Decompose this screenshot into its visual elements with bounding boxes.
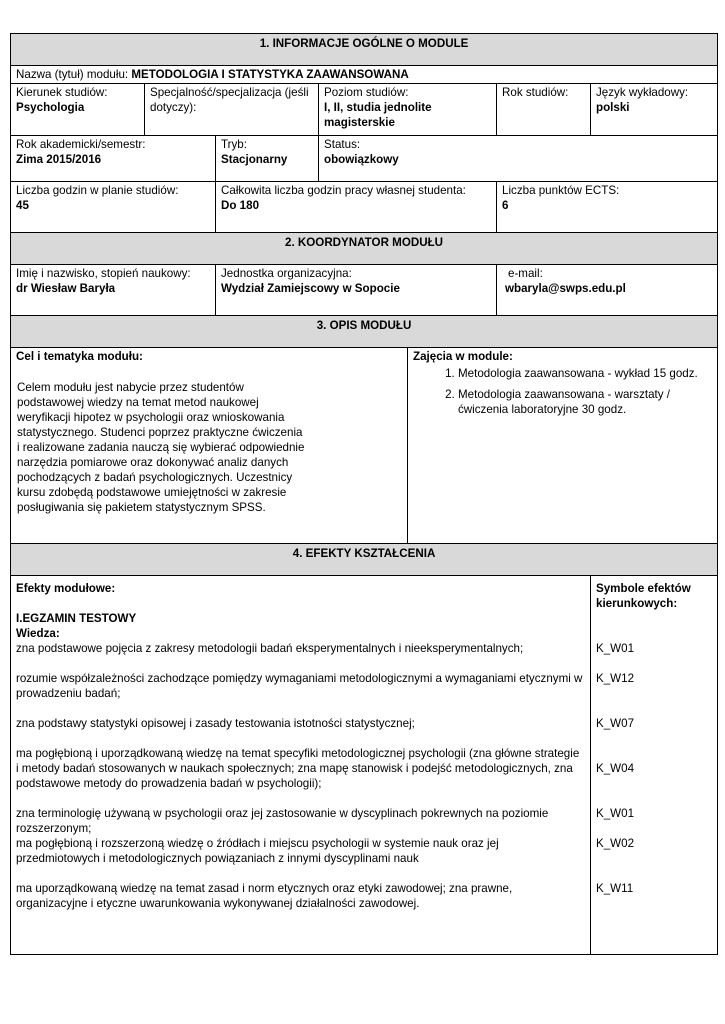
coordinator-cell	[11, 265, 216, 316]
knowledge-label: Wiedza:	[16, 627, 60, 640]
effect-item: ma pogłębioną i rozszerzoną wiedzę o źródłach i miejscu psychologii w systemie nauk oraz jej przedmiotowych i metodologicznych powiązaniach z innymi dyscyplinami nauk	[16, 837, 499, 865]
level-cell	[319, 84, 497, 136]
unit-value: Wydział Zamiejscowy w Sopocie	[221, 282, 400, 295]
symbols-label: Symbole efektów kierunkowych:	[596, 582, 691, 610]
hours-cell	[11, 182, 216, 233]
mode-label: Tryb:	[221, 138, 247, 151]
acad-value: Zima 2015/2016	[16, 153, 102, 166]
class-item: 1. Metodologia zaawansowana - wykład 15 godz.	[458, 366, 712, 381]
hours-label: Liczba godzin w planie studiów:	[16, 184, 179, 197]
symbol-code: K_W12	[596, 672, 635, 685]
acad-cell	[11, 136, 216, 182]
ects-label: Liczba punktów ECTS:	[502, 184, 620, 197]
self-hours-label: Całkowita liczba godzin pracy własnej studenta:	[221, 184, 466, 197]
symbol-code: K_W04	[596, 762, 635, 775]
effect-item: rozumie współzależności zachodzące pomiędzy wymaganiami metodologicznymi a wymaganiami etycznymi w prowadzeniu badań;	[16, 672, 583, 700]
field-label: Kierunek studiów:	[16, 86, 108, 99]
symbol-code: K_W02	[596, 837, 635, 850]
goal-text: Celem modułu jest nabycie przez studentów podstawowej wiedzy na temat metod naukowej weryfikacji hipotez w psychologii oraz wnioskowania statystycznego. Studenci poprzez praktyczne ćwiczenia i realizowane zadania nauczą się wybierać odpowiednie narzędzia pomiarowe oraz dokonywać analiz danych pochodzących z badań psychologicznych. Uczestnicy kursu zdobędą podstawowe umiejętności w zakresie posługiwania się pakietem statystycznym SPSS.	[17, 381, 305, 514]
field-cell	[11, 84, 145, 136]
self-hours-value: Do 180	[221, 199, 260, 212]
section-4-title: 4. EFEKTY KSZTAŁCENIA	[11, 544, 718, 576]
mode-value: Stacjonarny	[221, 153, 288, 166]
class-item: 2. Metodologia zaawansowana - warsztaty / ćwiczenia laboratoryjne 30 godz.	[458, 387, 712, 417]
effect-item: ma uporządkowaną wiedzę na temat zasad i norm etycznych oraz etyki zawodowej; zna prawne, organizacyjne i etyczne uwarunkowania wykonywanej działalności zawodowej.	[16, 882, 513, 910]
module-name-label: Nazwa (tytuł) modułu:	[16, 68, 129, 81]
classes-cell	[408, 348, 718, 544]
lang-cell	[591, 84, 718, 136]
classes-label: Zajęcia w module:	[413, 350, 513, 363]
exam-label: I.EGZAMIN TESTOWY	[16, 612, 137, 625]
ects-cell	[497, 182, 718, 233]
status-label: Status:	[324, 138, 361, 151]
goal-label: Cel i tematyka modułu:	[16, 350, 143, 363]
goal-cell	[11, 348, 408, 544]
year-label: Rok studiów:	[502, 86, 569, 99]
section-3-title: 3. OPIS MODUŁU	[11, 316, 718, 348]
module-name-value: METODOLOGIA I STATYSTYKA ZAAWANSOWANA	[131, 68, 409, 81]
unit-label: Jednostka organizacyjna:	[221, 267, 352, 280]
status-value: obowiązkowy	[324, 153, 399, 166]
symbol-code: K_W01	[596, 807, 635, 820]
unit-cell	[216, 265, 497, 316]
coordinator-value: dr Wiesław Baryła	[16, 282, 116, 295]
section-2-title: 2. KOORDYNATOR MODUŁU	[11, 233, 718, 265]
level-value: I, II, studia jednolite magisterskie	[324, 101, 432, 129]
effect-item: zna podstawy statystyki opisowej i zasady testowania istotności statystycznej;	[16, 717, 415, 730]
classes-list	[413, 366, 712, 417]
effect-item: zna podstawowe pojęcia z zakresy metodologii badań eksperymentalnych i nieeksperymentalnych;	[16, 642, 524, 655]
symbol-code: K_W01	[596, 642, 635, 655]
mode-cell	[216, 136, 319, 182]
effects-label: Efekty modułowe:	[16, 582, 116, 595]
email-label: e-mail:	[508, 267, 543, 280]
symbol-code: K_W11	[596, 882, 634, 895]
module-table	[10, 33, 718, 955]
acad-label: Rok akademicki/semestr:	[16, 138, 146, 151]
level-label: Poziom studiów:	[324, 86, 409, 99]
coordinator-label: Imię i nazwisko, stopień naukowy:	[16, 267, 191, 280]
symbols-cell	[591, 576, 718, 955]
year-cell	[497, 84, 591, 136]
spec-label: Specjalność/specjalizacja (jeśli dotyczy):	[150, 86, 309, 114]
field-value: Psychologia	[16, 101, 85, 114]
ects-value: 6	[502, 199, 509, 212]
symbol-code: K_W07	[596, 717, 635, 730]
module-name-cell	[11, 66, 718, 84]
effect-item: zna terminologię używaną w psychologii oraz jej zastosowanie w dyscyplinach pokrewnych na poziomie rozszerzonym;	[16, 807, 549, 835]
lang-value: polski	[596, 101, 630, 114]
lang-label: Język wykładowy:	[596, 86, 689, 99]
email-cell	[497, 265, 718, 316]
spec-cell	[145, 84, 319, 136]
hours-value: 45	[16, 199, 29, 212]
email-value[interactable]: wbaryla@swps.edu.pl	[505, 282, 626, 295]
effects-cell	[11, 576, 591, 955]
status-cell	[319, 136, 718, 182]
self-hours-cell	[216, 182, 497, 233]
module-card	[10, 33, 717, 955]
section-1-title: 1. INFORMACJE OGÓLNE O MODULE	[11, 34, 718, 66]
effect-item: ma pogłębioną i uporządkowaną wiedzę na temat specyfiki metodologicznej psychologii (zna główne strategie i metody badań stosowanych w naukach społecznych; zna mapę stanowisk i podejść metodologicznych, zna podstawowe metody do prowadzenia badań w psychologii);	[16, 747, 580, 790]
